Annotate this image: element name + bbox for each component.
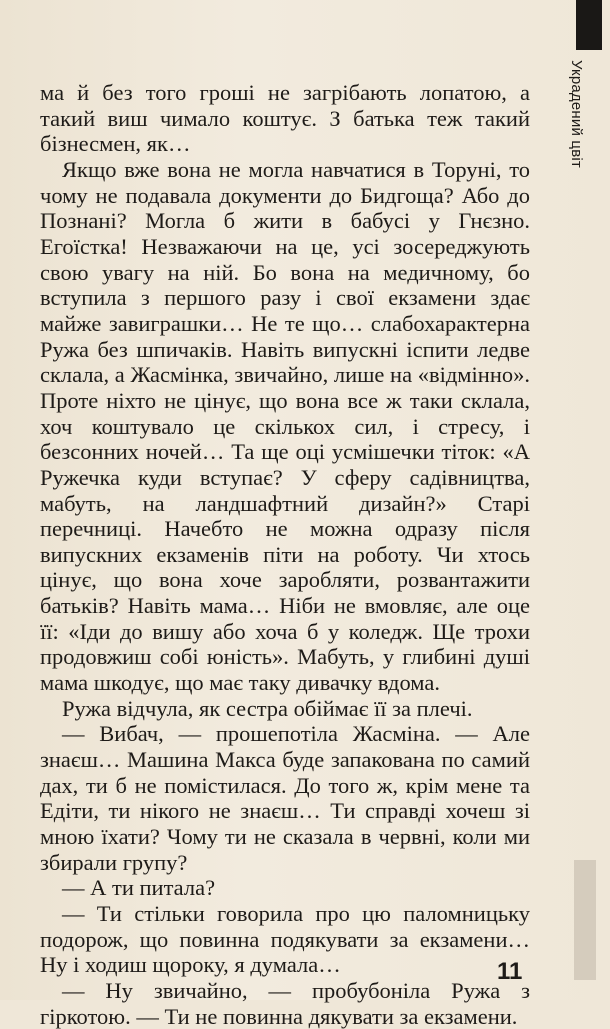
paragraph: ма й без того гроші не загрібають лопатою, а такий виш чимало коштує. З батька теж такий бізнесмен, як… [40, 80, 530, 157]
paragraph: — А ти питала? [62, 875, 216, 901]
paragraph: — Ти стільки говорила про цю паломницьку подорож, що повинна подякувати за екзамени… Ну і ходиш щороку, я думала… [40, 901, 530, 978]
paragraph: — Ну звичайно, — пробубоніла Ружа з гіркотою. — Ти не повинна дякувати за екзамени. [40, 977, 530, 1029]
chapter-tab-marker [576, 0, 602, 50]
page-number: 11 [497, 958, 523, 985]
page-edge-shadow [574, 860, 596, 980]
body-text [40, 80, 530, 1029]
paragraph: Ружа відчула, як сестра обіймає її за плечі. [62, 695, 473, 721]
paragraph: Якщо вже вона не могла навчатися в Toруні, то чому не подавала документи до Бидгоща? Або до Познані? Могла б жити в бабусі у Гнєзно. Егоїстка! Незважаючи на це, усі зосереджують свою увагу на ній. Бо вона на медичному, бо вступила з першого разу і свої екзамени здає майже завигрaшки… Не те що… слабохарактерна Ружа без шпичаків. Навіть випускні іспити ледве склала, а Жасмінка, звичайно, лише на «відмінно». Проте ніхто не цінує, що вона все ж таки склала, хоч коштувало це скількох сил, і стресу, і безсонних ночей… Та ще оці усмішечки тіток: «А Ружечка куди вступає? У сферу садівництва, мабуть, на ландшафтний дизайн?» Старі перечниці. Начебто не можна одразу після випускних екзаменів піти на роботу. Чи хтось цінує, що вона хоче заробляти, розвантажити батьків? Навіть мама… Ніби не вмовляє, але оце її: «Іди до вишу або хоча б у коледж. Ще трохи продовжиш собі юність». Мабуть, у глибині душі мама шкодує, що має таку дивачку вдома. [40, 156, 530, 696]
running-head: Украдений цвіт [568, 60, 585, 168]
paragraph: — Вибач, — прошепотіла Жасміна. — Але знаєш… Машина Макса буде запакована по самий дах, ти б не помістилася. До того ж, крім мене та Едіти, ти нікого не знаєш… Ти справді хочеш зі мною їхати? Чому ти не сказала в червні, коли ми збирали групу? [40, 721, 530, 875]
